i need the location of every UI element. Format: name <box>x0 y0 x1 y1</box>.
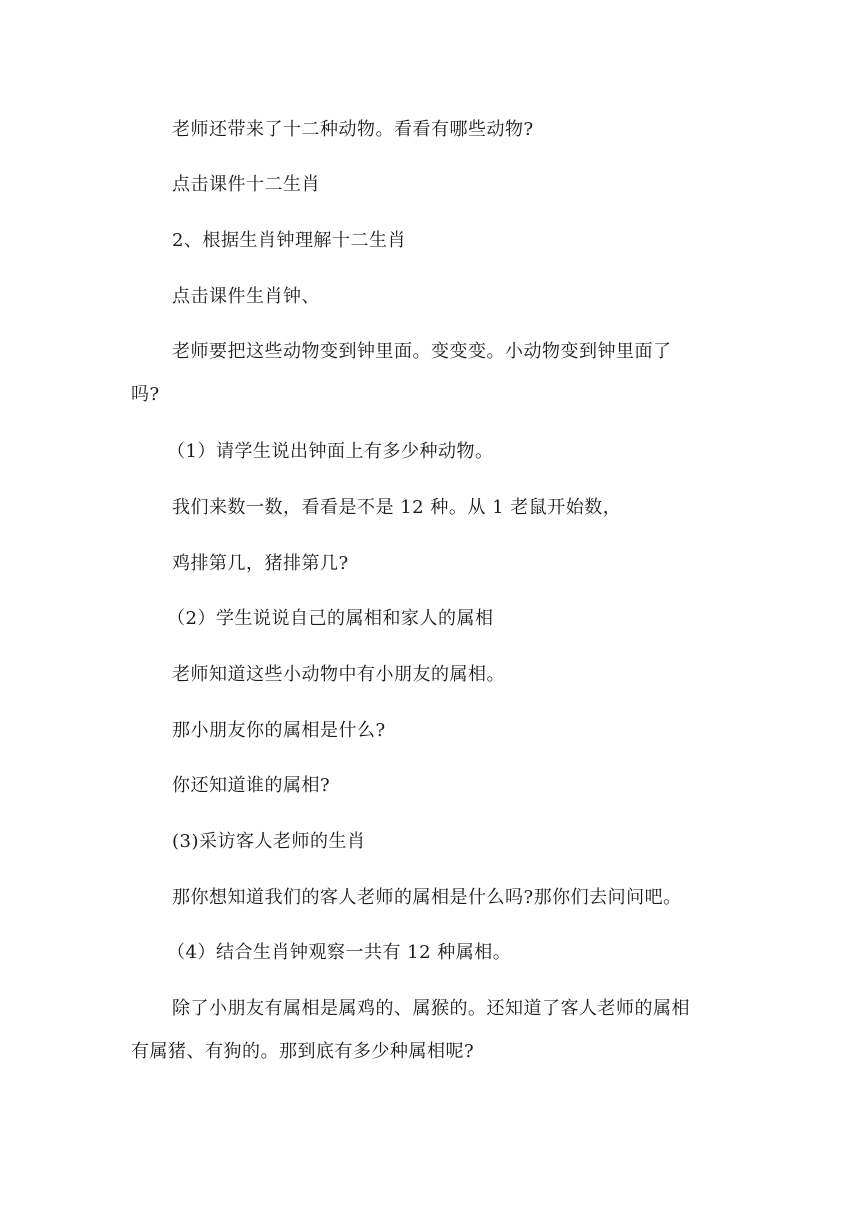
paragraph-line: 除了小朋友有属相是属鸡的、属猴的。还知道了客人老师的属相 <box>172 998 690 1019</box>
paragraph-line: 老师知道这些小动物中有小朋友的属相。 <box>172 664 505 685</box>
paragraph-line: 那你想知道我们的客人老师的属相是什么吗?那你们去问问吧。 <box>172 887 682 908</box>
paragraph-line: （4）结合生肖钟观察一共有 12 种属相。 <box>167 942 512 963</box>
paragraph-line: 点击课件生肖钟、 <box>172 286 320 307</box>
paragraph-line: (3)采访客人老师的生肖 <box>172 831 366 852</box>
paragraph-line: 吗? <box>131 384 160 405</box>
paragraph-line: 老师要把这些动物变到钟里面。变变变。小动物变到钟里面了 <box>172 341 672 362</box>
paragraph-line: 老师还带来了十二种动物。看看有哪些动物? <box>172 119 534 140</box>
paragraph-line: 鸡排第几，猪排第几? <box>172 553 349 574</box>
paragraph-line: 我们来数一数，看看是不是 12 种。从 1 老鼠开始数， <box>172 497 622 518</box>
paragraph-line: 有属猪、有狗的。那到底有多少种属相呢? <box>131 1041 475 1062</box>
paragraph-line: （1）请学生说出钟面上有多少种动物。 <box>167 441 494 462</box>
section-heading: 2、根据生肖钟理解十二生肖 <box>172 230 406 251</box>
paragraph-line: （2）学生说说自己的属相和家人的属相 <box>167 608 494 629</box>
paragraph-line: 你还知道谁的属相? <box>172 775 331 796</box>
paragraph-line: 点击课件十二生肖 <box>172 174 320 195</box>
paragraph-line: 那小朋友你的属相是什么? <box>172 720 386 741</box>
